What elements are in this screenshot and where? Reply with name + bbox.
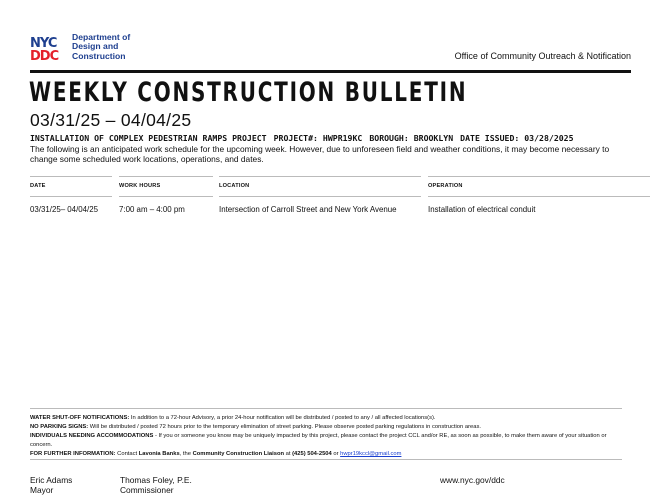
date-header: DATE — [30, 183, 46, 189]
location-column — [219, 176, 421, 214]
mayor-name: Eric Adams — [30, 475, 73, 485]
mayor-title: Mayor — [30, 485, 54, 495]
logo-ddc-text: DDC — [30, 49, 59, 61]
work-hours-column — [119, 176, 213, 214]
liaison-phone: (425) 504-2504 — [292, 451, 332, 457]
commissioner-title: Commissioner — [120, 485, 174, 495]
no-parking-text: Will be distributed / posted 72 hours prior to the temporary elimination of street parking. Please observe posted parking regulations in construction areas. — [88, 424, 481, 430]
commissioner-name: Thomas Foley, P.E. — [120, 475, 192, 485]
liaison-email-link[interactable]: hwpr19kccl@gmail.com — [340, 451, 402, 457]
operation-column — [428, 176, 650, 214]
logo-line-1: Department of — [72, 32, 131, 42]
header-divider — [30, 70, 631, 73]
notes-divider-top — [30, 408, 622, 409]
further-info-or-text: or — [331, 451, 341, 457]
water-shutoff-text: In addition to a 72-hour Advisory, a prior 24-hour notification will be distributed / posted to any / all affected locations(s). — [129, 415, 436, 421]
further-info-note — [30, 450, 624, 459]
office-name: Office of Community Outreach & Notification — [454, 51, 631, 61]
water-shutoff-note — [30, 414, 624, 423]
logo-nyc-text: NYC — [30, 36, 57, 51]
website-link[interactable]: www.nyc.gov/ddc — [440, 475, 505, 485]
work-hours-header: WORK HOURS — [119, 183, 161, 189]
bulletin-date-range: 03/31/25 – 04/04/25 — [30, 110, 192, 130]
operation-cell: Installation of electrical conduit — [428, 205, 536, 214]
operation-header: OPERATION — [428, 183, 463, 189]
further-info-at-text: at — [284, 451, 293, 457]
further-info-contact-text: Contact — [115, 451, 139, 457]
project-number: PROJECT#: HWPR19KC — [273, 133, 363, 143]
further-info-label: FOR FURTHER INFORMATION: — [30, 451, 116, 457]
nyc-ddc-logo — [30, 33, 140, 63]
notes-divider-bottom — [30, 459, 622, 460]
mayor-block — [30, 475, 72, 495]
intro-paragraph: The following is an anticipated work schedule for the upcoming week. However, due to unforeseen field and weather conditions, it may become necessary to change some scheduled work locations, operations, and dates. — [30, 144, 610, 165]
date-cell: 03/31/25– 04/04/25 — [30, 205, 99, 214]
accommodations-text: - If you or someone you know may be uniquely impacted by this project, please contact the project CCL and/or RE, as soon as possible, to make them aware of your situation or concern. — [30, 433, 607, 448]
nyc-ddc-logo-mark — [30, 35, 68, 61]
date-column — [30, 176, 112, 214]
page-header — [30, 33, 631, 65]
logo-line-2: Design and — [72, 41, 119, 52]
project-name: INSTALLATION OF COMPLEX PEDESTRIAN RAMPS PROJECT — [30, 133, 267, 143]
notifications-section — [30, 414, 624, 459]
logo-department-name — [72, 33, 130, 61]
location-header: LOCATION — [219, 183, 250, 189]
liaison-name: Lavonia Banks — [138, 451, 180, 457]
no-parking-note — [30, 423, 624, 432]
no-parking-label: NO PARKING SIGNS: — [30, 424, 89, 430]
commissioner-block — [120, 475, 192, 495]
liaison-title: Community Construction Liaison — [192, 451, 285, 457]
date-issued: DATE ISSUED: 03/28/2025 — [460, 133, 574, 143]
accommodations-label: INDIVIDUALS NEEDING ACCOMMODATIONS — [30, 433, 154, 439]
bulletin-title: WEEKLY CONSTRUCTION BULLETIN — [29, 77, 468, 108]
project-borough: BOROUGH: BROOKLYN — [369, 133, 454, 143]
further-info-the-text: , the — [179, 451, 193, 457]
location-cell: Intersection of Carroll Street and New York Avenue — [219, 205, 397, 214]
work-hours-cell: 7:00 am – 4:00 pm — [119, 205, 185, 214]
accommodations-note — [30, 432, 624, 450]
water-shutoff-label: WATER SHUT-OFF NOTIFICATIONS: — [30, 415, 130, 421]
logo-line-3: Construction — [72, 50, 126, 61]
project-info-line — [30, 133, 581, 143]
